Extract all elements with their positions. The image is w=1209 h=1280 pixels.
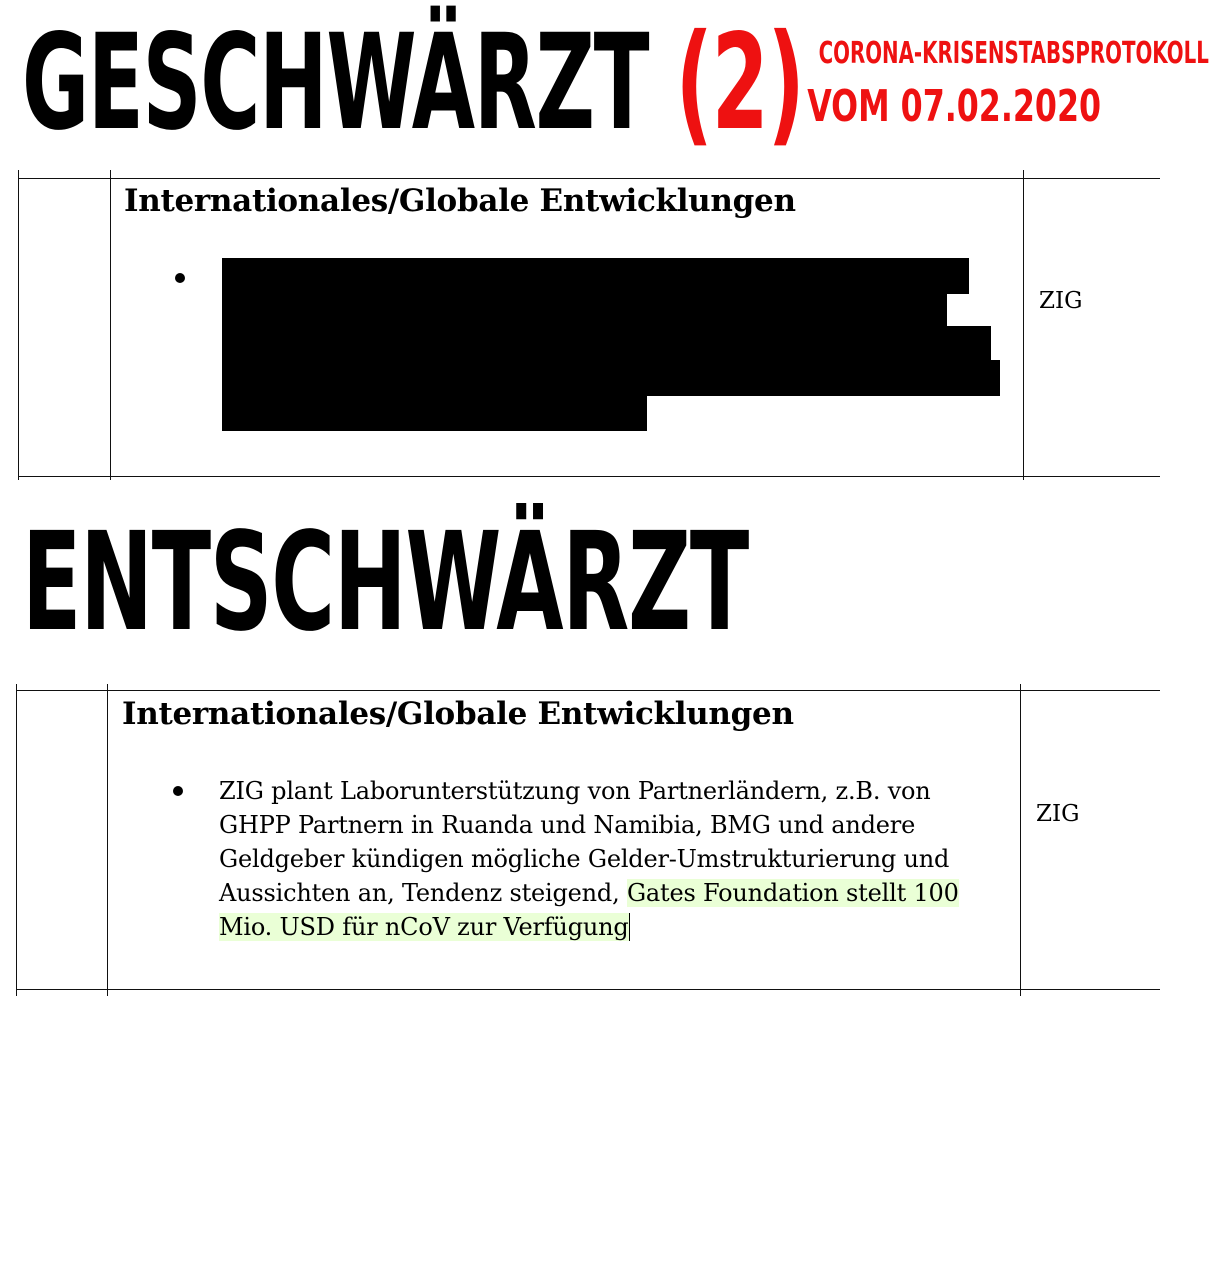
table-col-divider-owner	[1023, 170, 1024, 480]
page-title-number: (2)	[675, 6, 804, 160]
table-col-divider-content	[110, 170, 111, 480]
redaction-bar	[222, 292, 947, 328]
subtitle-date: VOM 07.02.2020	[807, 81, 1102, 132]
table-bottom-border	[18, 476, 1160, 477]
unredacted-heading: ENTSCHWÄRZT	[22, 504, 748, 662]
table-col-divider-left	[16, 684, 17, 996]
table-bottom-border	[16, 989, 1160, 990]
redaction-bar	[222, 258, 969, 294]
redaction-bar	[222, 396, 647, 431]
table-col-divider-owner	[1020, 684, 1021, 996]
owner-label: ZIG	[1036, 801, 1080, 827]
text-cursor	[629, 913, 630, 941]
table-top-border	[16, 690, 1160, 691]
owner-label: ZIG	[1039, 288, 1083, 314]
bullet-point	[173, 786, 183, 796]
bullet-text-plain: ZIG plant Laborunterstützung von Partnerländern, z.B. von GHPP Partnern in Ruanda und Namibia, BMG und andere Geldgeber kündigen mögliche Gelder-Umstrukturierung und Aussichten an, Tendenz steigend,	[219, 777, 950, 907]
subtitle-protocol: CORONA-KRISENSTABSPROTOKOLL	[818, 36, 1209, 71]
bullet-point	[175, 273, 185, 283]
redaction-bar	[222, 360, 1000, 396]
page-title-text: GESCHWÄRZT	[22, 6, 649, 160]
bullet-text	[219, 774, 1009, 944]
table-col-divider-left	[18, 170, 19, 480]
section-title: Internationales/Globale Entwicklungen	[124, 183, 796, 219]
table-col-divider-content	[107, 684, 108, 996]
bullet-text-highlight: Gates Foundation stellt 100 Mio. USD für nCoV zur Verfügung	[219, 879, 959, 941]
table-top-border	[18, 178, 1160, 179]
section-title: Internationales/Globale Entwicklungen	[122, 696, 794, 732]
redaction-bar	[222, 326, 991, 362]
page-subtitle	[754, 36, 1209, 132]
page-title	[22, 8, 804, 158]
